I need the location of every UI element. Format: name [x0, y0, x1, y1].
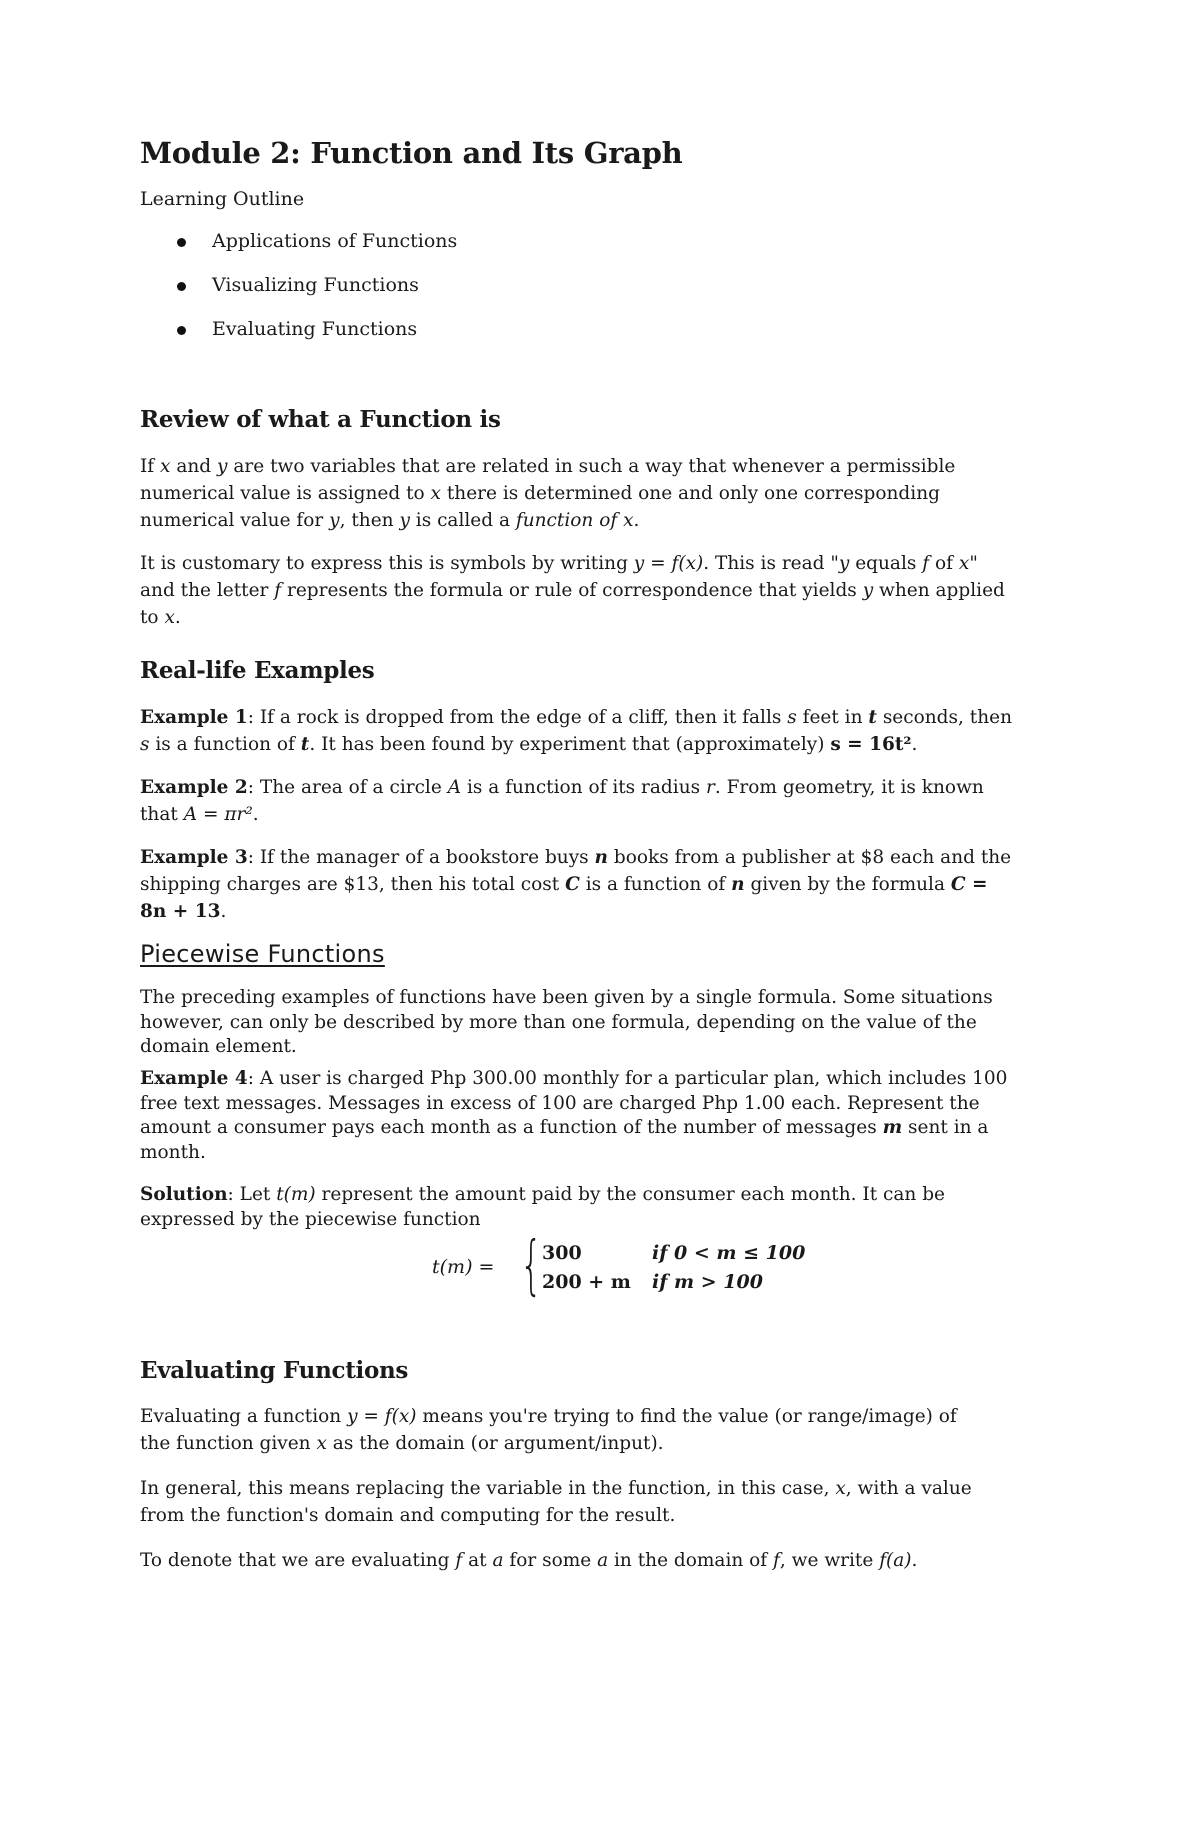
- example-2: Example 2: The area of a circle A is a function of its radius r. From geometry, it is known that A = πr².: [140, 777, 984, 825]
- review-heading: Review of what a Function is: [140, 406, 501, 433]
- learning-outline-list: [140, 230, 457, 362]
- example-4: Example 4: A user is charged Php 300.00 monthly for a particular plan, which includes 100 free text messages. Messages in excess of 100 are charged Php 1.00 each. Represent the amount a consumer pays each month as a function of the number of messages m sent in a month.: [140, 1068, 1008, 1163]
- brace-icon: {: [520, 1229, 543, 1303]
- bullet-icon: [177, 238, 186, 247]
- piecewise-intro: The preceding examples of functions have been given by a single formula. Some situations however, can only be described by more than one formula, depending on the value of the domain element.: [140, 987, 993, 1057]
- review-paragraph-2: It is customary to express this is symbols by writing y = f(x). This is read "y equals f of x" and the letter f represents the formula or rule of correspondence that yields y when applied to x.: [140, 553, 1005, 628]
- list-item: Evaluating Functions: [140, 318, 457, 362]
- formula-row-1: 300 if 0 < m ≤ 100: [542, 1242, 806, 1264]
- learning-outline-label: Learning Outline: [140, 188, 305, 210]
- evaluating-heading: Evaluating Functions: [140, 1357, 409, 1384]
- examples-heading: Real-life Examples: [140, 657, 375, 684]
- bullet-icon: [177, 282, 186, 291]
- review-paragraph-1: If x and y are two variables that are related in such a way that whenever a permissible numerical value is assigned to x there is determined one and only one corresponding numerical value for y, then y is called a function of x.: [140, 456, 956, 531]
- evaluating-paragraph-3: To denote that we are evaluating f at a for some a in the domain of f, we write f(a).: [140, 1550, 918, 1571]
- evaluating-paragraph-2: In general, this means replacing the variable in the function, in this case, x, with a value from the function's domain and computing for the result.: [140, 1478, 972, 1526]
- formula-lhs: t(m) =: [432, 1256, 495, 1278]
- formula-row-2: 200 + m if m > 100: [542, 1271, 763, 1293]
- example-1: Example 1: If a rock is dropped from the edge of a cliff, then it falls s feet in t seconds, then s is a function of t. It has been found by experiment that (approximately) s = 16t².: [140, 707, 1012, 755]
- list-item: Visualizing Functions: [140, 274, 457, 318]
- solution-paragraph: Solution: Let t(m) represent the amount paid by the consumer each month. It can be expressed by the piecewise function: [140, 1184, 945, 1230]
- list-item: Applications of Functions: [140, 230, 457, 274]
- example-3: Example 3: If the manager of a bookstore buys n books from a publisher at $8 each and the shipping charges are $13, then his total cost C is a function of n given by the formula C = 8n + 13.: [140, 847, 1012, 922]
- page-title: Module 2: Function and Its Graph: [140, 136, 683, 170]
- bullet-icon: [177, 326, 186, 335]
- evaluating-paragraph-1: Evaluating a function y = f(x) means you're trying to find the value (or range/image) of the function given x as the domain (or argument/input).: [140, 1406, 957, 1454]
- piecewise-heading: Piecewise Functions: [140, 940, 385, 968]
